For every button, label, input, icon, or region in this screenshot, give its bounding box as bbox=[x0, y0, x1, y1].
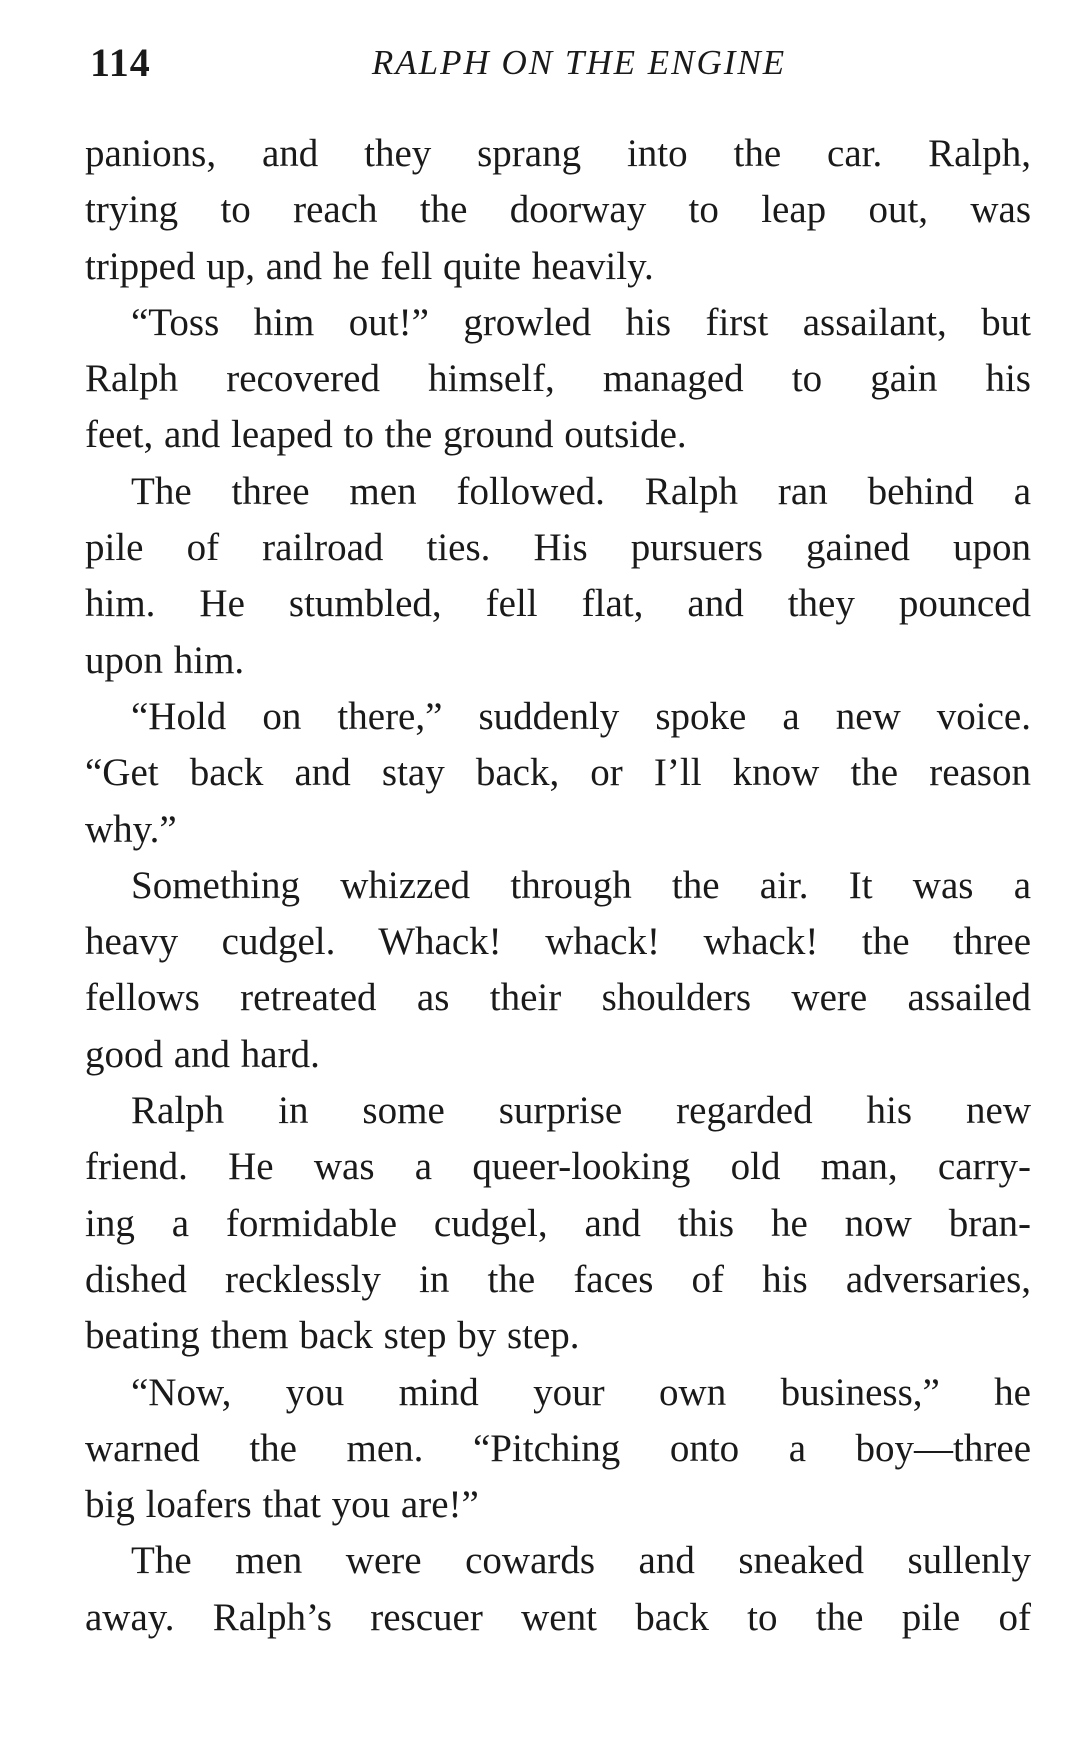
text-line: away. Ralph’s rescuer went back to the pile of bbox=[85, 1595, 1031, 1639]
text-line: trying to reach the doorway to leap out, was bbox=[85, 188, 1031, 232]
text-line: “Toss him out!” growled his first assailant, but bbox=[131, 300, 1031, 344]
paragraph-5 bbox=[85, 858, 1031, 1083]
text-line: upon him. bbox=[85, 638, 245, 682]
text-line: tripped up, and he fell quite heavily. bbox=[85, 244, 654, 288]
paragraph-1 bbox=[85, 126, 1031, 295]
text-line: why.” bbox=[85, 807, 177, 851]
text-line: feet, and leaped to the ground outside. bbox=[85, 413, 687, 457]
text-line: ing a formidable cudgel, and this he now bran- bbox=[85, 1201, 1031, 1245]
paragraph-6 bbox=[85, 1083, 1031, 1364]
text-line: “Get back and stay back, or I’ll know the reason bbox=[85, 751, 1031, 795]
text-line: beating them back step by step. bbox=[85, 1314, 580, 1358]
text-line: warned the men. “Pitching onto a boy—three bbox=[85, 1426, 1031, 1470]
text-line: pile of railroad ties. His pursuers gained upon bbox=[85, 526, 1031, 570]
text-line: Ralph recovered himself, managed to gain his bbox=[85, 357, 1031, 401]
text-line: heavy cudgel. Whack! whack! whack! the three bbox=[85, 920, 1031, 964]
text-line: panions, and they sprang into the car. Ralph, bbox=[85, 132, 1031, 175]
text-line: Something whizzed through the air. It was a bbox=[131, 863, 1031, 907]
running-head bbox=[90, 38, 1038, 88]
text-line: him. He stumbled, fell flat, and they pounced bbox=[85, 582, 1031, 626]
text-line: big loafers that you are!” bbox=[85, 1483, 479, 1527]
text-line: fellows retreated as their shoulders were assailed bbox=[85, 976, 1031, 1020]
body-text bbox=[85, 126, 1031, 1646]
text-line: “Hold on there,” suddenly spoke a new voice. bbox=[131, 694, 1031, 738]
text-line: “Now, you mind your own business,” he bbox=[131, 1370, 1031, 1414]
paragraph-8 bbox=[85, 1533, 1031, 1646]
paragraph-2 bbox=[85, 295, 1031, 464]
text-line: dished recklessly in the faces of his adversaries, bbox=[85, 1257, 1031, 1301]
text-line: The three men followed. Ralph ran behind a bbox=[131, 469, 1031, 513]
paragraph-3 bbox=[85, 464, 1031, 689]
text-line: Ralph in some surprise regarded his new bbox=[131, 1089, 1031, 1133]
paragraph-4 bbox=[85, 689, 1031, 858]
text-line: friend. He was a queer-looking old man, carry- bbox=[85, 1145, 1031, 1189]
paragraph-7 bbox=[85, 1365, 1031, 1534]
page-number: 114 bbox=[90, 40, 151, 85]
text-line: good and hard. bbox=[85, 1032, 320, 1076]
running-title: RALPH ON THE ENGINE bbox=[371, 43, 787, 82]
text-line: The men were cowards and sneaked sullenly bbox=[131, 1539, 1031, 1583]
